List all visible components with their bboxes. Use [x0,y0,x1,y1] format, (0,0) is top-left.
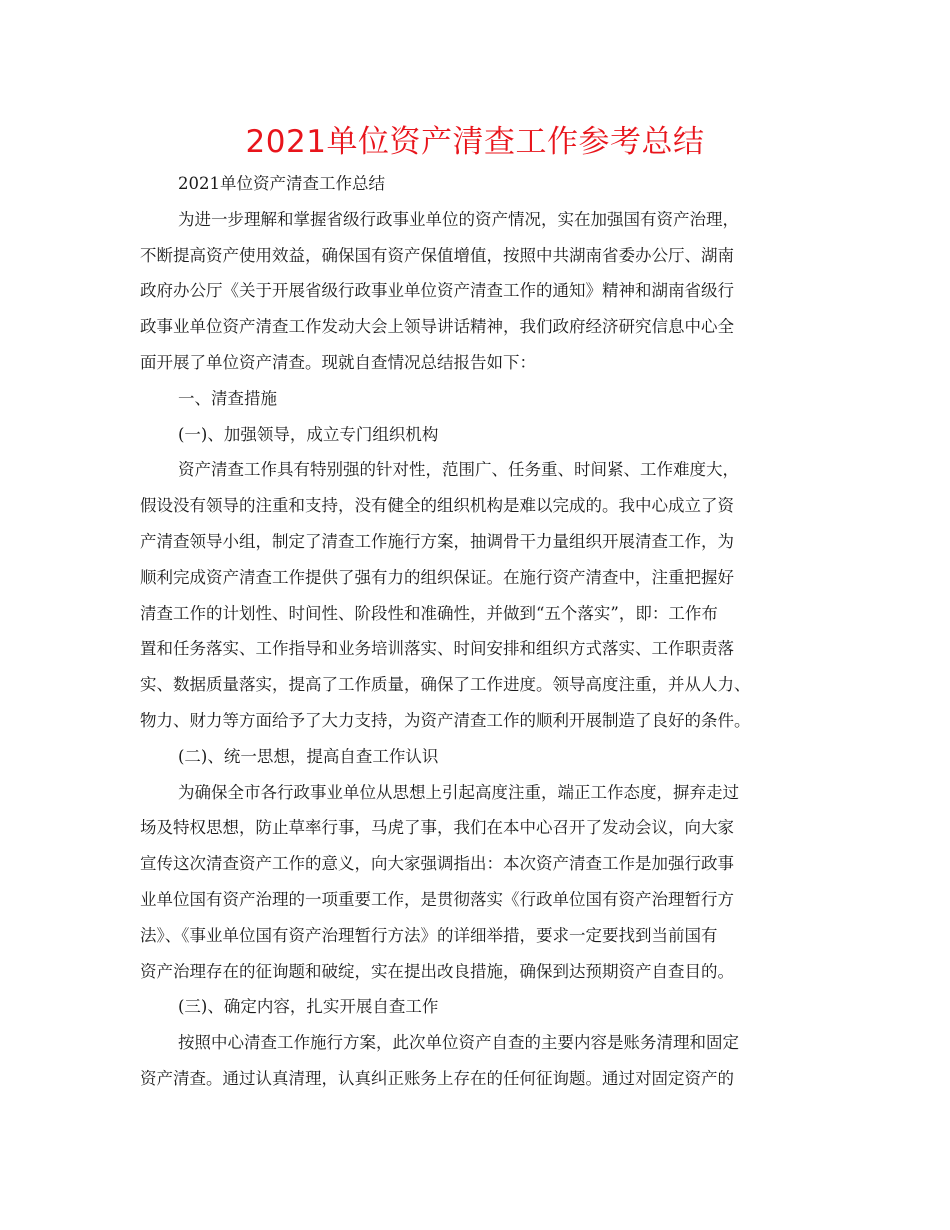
paragraph-line: 资产清查。通过认真清理，认真纠正账务上存在的任何征询题。通过对固定资产的 [140,1068,734,1088]
paragraph-start-line: 为确保全市各行政事业单位从思想上引起高度注重，端正工作态度，摒弃走过 [178,782,739,802]
paragraph-line: 法》、《事业单位国有资产治理暂行方法》的详细举措，要求一定要找到当前国有 [140,925,718,945]
paragraph-line: 场及特权思想，防止草率行事，马虎了事，我们在本中心召开了发动会议，向大家 [140,818,734,838]
paragraph-line: 政府办公厅《关于开展省级行政事业单位资产清查工作的通知》精神和湖南省级行 [140,281,734,301]
paragraph-start-line: (二)、统一思想，提高自查工作认识 [178,746,439,766]
paragraph-line: 假设没有领导的注重和支持，没有健全的组织机构是难以完成的。我中心成立了资 [140,496,734,516]
paragraph-line: 置和任务落实、工作指导和业务培训落实、时间安排和组织方式落实、工作职责落 [140,639,734,659]
paragraph-line: 顺利完成资产清查工作提供了强有力的组织保证。在施行资产清查中，注重把握好 [140,567,734,587]
paragraph-start-line: 按照中心清查工作施行方案，此次单位资产自查的主要内容是账务清理和固定 [178,1033,739,1053]
paragraph-line: 面开展了单位资产清查。现就自查情况总结报告如下： [140,352,536,372]
paragraph-start-line: (三)、确定内容，扎实开展自查工作 [178,997,439,1017]
paragraph-start-line: 2021单位资产清查工作总结 [178,174,385,193]
paragraph-line: 宣传这次清查资产工作的意义，向大家强调指出：本次资产清查工作是加强行政事 [140,854,734,874]
document-body [140,166,812,1097]
paragraph-line: 物力、财力等方面给予了大力支持，为资产清查工作的顺利开展制造了良好的条件。 [140,710,751,730]
paragraph-line: 资产治理存在的征询题和破绽，实在提出改良措施，确保到达预期资产自查目的。 [140,961,734,981]
paragraph-line: 实、数据质量落实，提高了工作质量，确保了工作进度。领导高度注重，并从人力、 [140,675,751,695]
paragraph-start-line: (一)、加强领导，成立专门组织机构 [178,424,439,444]
paragraph-line: 不断提高资产使用效益，确保国有资产保值增值，按照中共湖南省委办公厅、湖南 [140,245,734,265]
paragraph-start-line: 一、清查措施 [178,388,277,408]
paragraph-start-line: 资产清查工作具有特别强的针对性，范围广、任务重、时间紧、工作难度大， [178,460,739,480]
paragraph-line: 业单位国有资产治理的一项重要工作，是贯彻落实《行政单位国有资产治理暂行方 [140,889,734,909]
paragraph-line: 产清查领导小组，制定了清查工作施行方案，抽调骨干力量组织开展清查工作，为 [140,531,734,551]
document-title: 2021单位资产清查工作参考总结 [245,124,705,160]
paragraph-line: 政事业单位资产清查工作发动大会上领导讲话精神，我们政府经济研究信息中心全 [140,317,734,337]
paragraph-line: 清查工作的计划性、时间性、阶段性和准确性，并做到“五个落实”，即：工作布 [140,603,718,623]
paragraph-start-line: 为进一步理解和掌握省级行政事业单位的资产情况，实在加强国有资产治理， [178,209,739,229]
